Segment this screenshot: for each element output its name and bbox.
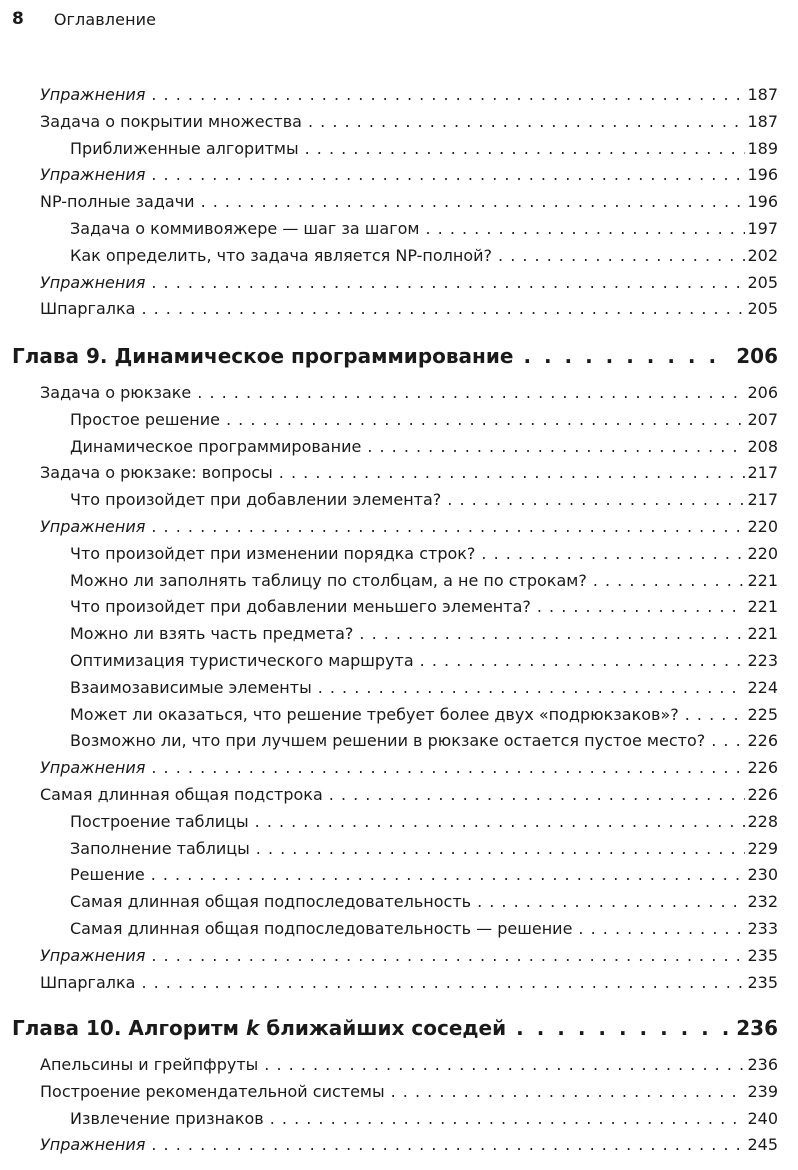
toc-entry-title: Взаимозависимые элементы: [70, 677, 312, 697]
toc-entry-title: Построение рекомендательной системы: [40, 1081, 385, 1101]
toc-entry-title: Приближенные алгоритмы: [70, 138, 299, 158]
toc-entry-page: 196: [747, 192, 778, 212]
toc-entry-title: Что произойдет при добавлении меньшего элемента?: [70, 597, 531, 617]
dot-leader: [425, 218, 745, 240]
dot-leader: [151, 757, 745, 779]
toc-entry[interactable]: [70, 245, 778, 267]
dot-leader: [359, 623, 745, 645]
toc-entry[interactable]: [40, 516, 778, 538]
toc-entry[interactable]: [70, 918, 778, 940]
toc-entry-title: Шпаргалка: [40, 299, 136, 319]
dot-leader: [151, 84, 745, 106]
toc-entry[interactable]: [70, 543, 778, 565]
toc-entry[interactable]: [70, 650, 778, 672]
toc-entry-page: 189: [747, 138, 778, 158]
toc-entry-title: Что произойдет при изменении порядка строк?: [70, 543, 476, 563]
toc-entry-page: 208: [747, 436, 778, 456]
toc-entry-title: Упражнения: [40, 945, 146, 965]
toc-entry-page: 245: [747, 1135, 778, 1155]
toc-entry[interactable]: [70, 811, 778, 833]
toc-entry-title: Самая длинная общая подстрока: [40, 785, 323, 804]
toc-entry-title: Решение: [70, 865, 145, 885]
dot-leader: [141, 298, 745, 320]
dot-leader: [256, 838, 746, 860]
dot-leader: [329, 784, 746, 806]
dot-leader: [279, 462, 746, 484]
dot-leader: [151, 864, 746, 886]
toc-entry-page: 205: [747, 299, 778, 319]
toc-entry-title: Шпаргалка: [40, 972, 136, 992]
toc-entry-page: 229: [747, 838, 778, 858]
dot-leader: [367, 436, 745, 458]
dot-leader: [270, 1108, 746, 1130]
toc-entry[interactable]: [70, 838, 778, 860]
toc-entry-page: 240: [747, 1108, 778, 1128]
toc-entry-page: 232: [747, 892, 778, 912]
dot-leader: [516, 1014, 730, 1042]
dot-leader: [498, 245, 745, 267]
dot-leader: [151, 164, 745, 186]
dot-leader: [685, 704, 746, 726]
toc-entry[interactable]: [70, 864, 778, 886]
dot-leader: [264, 1054, 745, 1076]
dot-leader: [151, 272, 745, 294]
dot-leader: [523, 342, 730, 370]
toc-entry-page: 206: [747, 383, 778, 402]
toc-entry-title: Можно ли взять часть предмета?: [70, 624, 354, 644]
toc-entry-title: Упражнения: [40, 1135, 146, 1155]
toc-entry[interactable]: [70, 218, 778, 240]
dot-leader: [711, 730, 745, 752]
toc-entry[interactable]: [40, 191, 778, 213]
running-title: Оглавление: [53, 9, 157, 29]
toc-entry-page: 187: [747, 111, 778, 131]
toc-entry-page: 235: [747, 945, 778, 965]
toc-entry[interactable]: [70, 1108, 778, 1130]
dot-leader: [226, 409, 745, 431]
toc-entry[interactable]: [40, 382, 778, 404]
toc-entry-page: 223: [747, 651, 778, 670]
toc-entry-page: 202: [747, 245, 778, 265]
dot-leader: [255, 811, 746, 833]
toc-entry[interactable]: [70, 436, 778, 458]
chapter-page: 236: [736, 1016, 778, 1040]
chapter-9-heading[interactable]: [12, 342, 778, 370]
toc-entry-page: 235: [747, 972, 778, 992]
toc-entry-page: 226: [747, 758, 778, 778]
toc-entry-title: Может ли оказаться, что решение требует более двух «подрюкзаков»?: [70, 704, 679, 724]
chapter-10-heading[interactable]: [12, 1014, 778, 1042]
toc-entry[interactable]: [40, 462, 778, 484]
page-number: 8: [12, 9, 24, 29]
chapter-title: Глава 9. Динамическое программирование: [12, 344, 514, 368]
toc-entry-page: 221: [747, 597, 778, 617]
toc-entry-page: 220: [747, 517, 778, 536]
toc-entry[interactable]: [40, 972, 778, 994]
toc-entry-title: Задача о рюкзаке: вопросы: [40, 463, 273, 483]
toc-entry-page: 220: [747, 543, 778, 563]
toc-entry-title: Самая длинная общая подпоследовательность — решение: [70, 919, 573, 938]
dot-leader: [420, 650, 746, 672]
toc-entry-page: 207: [747, 409, 778, 429]
toc-entry-title: NP-полные задачи: [40, 192, 195, 212]
toc-entry[interactable]: [70, 677, 778, 699]
toc-entry-page: 217: [747, 490, 778, 510]
toc-entry[interactable]: [40, 784, 778, 806]
toc-entry-page: 205: [747, 272, 778, 292]
toc-entry[interactable]: [40, 164, 778, 186]
toc-entry[interactable]: [70, 570, 778, 592]
dot-leader: [201, 191, 746, 213]
dot-leader: [447, 489, 745, 511]
toc-entry[interactable]: [40, 945, 778, 967]
running-header: [12, 6, 156, 32]
dot-leader: [481, 543, 745, 565]
toc-entry[interactable]: [40, 111, 778, 133]
toc-entry[interactable]: [40, 1081, 778, 1103]
toc-entry-title: Построение таблицы: [70, 811, 249, 831]
toc-entry[interactable]: [70, 623, 778, 645]
toc-entry-page: 239: [747, 1081, 778, 1101]
toc-entry[interactable]: [70, 891, 778, 913]
toc-entry[interactable]: [40, 1054, 778, 1076]
toc-entry-page: 225: [747, 704, 778, 724]
dot-leader: [151, 1134, 745, 1156]
toc-entry-page: 221: [747, 624, 778, 644]
toc-entry[interactable]: [40, 757, 778, 779]
toc-entry-title: Упражнения: [40, 517, 146, 536]
dot-leader: [537, 596, 746, 618]
toc-entry[interactable]: [70, 730, 778, 752]
toc-entry[interactable]: [40, 1134, 778, 1156]
toc-entry-title: Упражнения: [40, 758, 146, 778]
toc-entry-title: Что произойдет при добавлении элемента?: [70, 490, 442, 510]
toc-entry-page: 197: [747, 219, 778, 238]
toc-entry-title: Задача о рюкзаке: [40, 383, 192, 402]
toc-entry-title: Упражнения: [40, 85, 146, 104]
toc-entry-title: Задача о коммивояжере — шаг за шагом: [70, 219, 420, 238]
toc-entry-page: 196: [747, 165, 778, 185]
chapter-page: 206: [736, 344, 778, 368]
dot-leader: [391, 1081, 746, 1103]
toc-entry[interactable]: [40, 272, 778, 294]
toc-entry-title: Простое решение: [70, 409, 220, 429]
toc-entry[interactable]: [70, 138, 778, 160]
toc-entry[interactable]: [70, 596, 778, 618]
toc-entry-title: Динамическое программирование: [70, 436, 362, 456]
toc-entry-page: 221: [747, 570, 778, 590]
toc-entry-title: Упражнения: [40, 165, 146, 185]
toc-entry-page: 217: [747, 463, 778, 483]
toc-entry-title: Самая длинная общая подпоследовательность: [70, 892, 472, 912]
dot-leader: [593, 570, 746, 592]
dot-leader: [305, 138, 746, 160]
toc-entry-title: Упражнения: [40, 272, 146, 292]
toc-entry-title: Апельсины и грейпфруты: [40, 1055, 259, 1074]
toc-entry[interactable]: [70, 409, 778, 431]
toc-entry-title: Извлечение признаков: [70, 1108, 264, 1128]
toc-entry[interactable]: [40, 298, 778, 320]
chapter-title: Глава 10. Алгоритм k ближайших соседей: [12, 1016, 507, 1040]
toc-entry-title: Можно ли заполнять таблицу по столбцам, а не по строкам?: [70, 570, 587, 590]
toc-entry[interactable]: [70, 704, 778, 726]
toc-entry-page: 236: [747, 1055, 778, 1074]
toc-entry[interactable]: [70, 489, 778, 511]
dot-leader: [578, 918, 745, 940]
toc-entry-title: Оптимизация туристического маршрута: [70, 651, 414, 670]
dot-leader: [151, 516, 745, 538]
dot-leader: [141, 972, 745, 994]
toc-entry-title: Как определить, что задача является NP-полной?: [70, 245, 493, 265]
dot-leader: [197, 382, 745, 404]
dot-leader: [308, 111, 745, 133]
toc-entry-page: 187: [747, 85, 778, 104]
toc-entry-page: 224: [747, 677, 778, 697]
dot-leader: [318, 677, 746, 699]
toc-entry-title: Возможно ли, что при лучшем решении в рюкзаке остается пустое место?: [70, 731, 706, 751]
toc-entry-page: 233: [747, 919, 778, 938]
dot-leader: [151, 945, 745, 967]
toc-entry-page: 226: [747, 731, 778, 751]
toc-entry-title: Задача о покрытии множества: [40, 111, 302, 131]
toc-entry-page: 226: [747, 785, 778, 804]
toc-entry-page: 230: [747, 865, 778, 885]
toc-entry[interactable]: [40, 84, 778, 106]
dot-leader: [477, 891, 745, 913]
toc-entry-page: 228: [747, 811, 778, 831]
toc-entry-title: Заполнение таблицы: [70, 838, 250, 858]
